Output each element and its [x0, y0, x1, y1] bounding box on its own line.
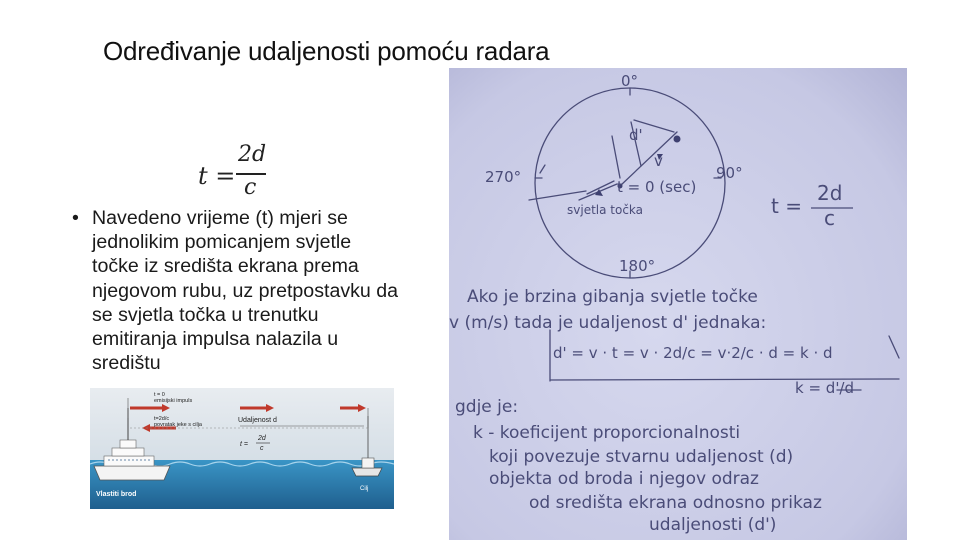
label-v: v	[654, 152, 663, 170]
bullet-text: Navedeno vrijeme (t) mjeri se jednolikim pomicanjem svjetle točke iz središta ekrana prema njegovom rubu, uz pretpostavku da se svjetla točka u trenutku emitiranja impulsa nalazila u središtu	[92, 207, 399, 375]
slide-title: Određivanje udaljenosti pomoću radara	[103, 36, 550, 66]
line-6: objekta od broda i njegov odraz	[489, 469, 759, 489]
label-formula-num: 2d	[258, 435, 266, 442]
radar-ship-illustration	[90, 388, 394, 509]
label-own-ship: Vlastiti brod	[96, 491, 137, 498]
label-target: Cilj	[360, 486, 369, 492]
label-formula-den: c	[260, 445, 264, 452]
formula-lhs: t =	[198, 162, 236, 190]
bullet-dot: •	[72, 207, 79, 229]
line-7: od središta ekrana odnosno prikaz	[529, 493, 822, 513]
label-emission: emisijski impuls	[154, 398, 193, 404]
k-definition: k = d'/d	[795, 379, 855, 397]
line-4: k - koeficijent proporcionalnosti	[473, 423, 741, 443]
handwritten-notes-photo	[449, 68, 907, 540]
formula-numerator: 2d	[238, 142, 267, 167]
time-formula	[198, 142, 278, 202]
line-1: Ako je brzina gibanja svjetle točke	[467, 287, 758, 307]
formula-denominator: c	[244, 175, 257, 200]
line-2: v (m/s) tada je udaljenost d' jednaka:	[449, 313, 767, 333]
deg-270: 270°	[485, 168, 522, 186]
line-5: koji povezuje stvarnu udaljenost (d)	[489, 447, 794, 467]
target-point	[674, 136, 681, 143]
deg-180: 180°	[619, 257, 656, 275]
label-return: povratak jeke s cilja	[154, 422, 202, 428]
formula-num: 2d	[817, 181, 843, 205]
bullet-item	[72, 206, 402, 375]
label-d-prime: d'	[629, 126, 643, 144]
formula-t: t =	[771, 194, 802, 218]
label-light-point: svjetla točka	[567, 203, 644, 217]
label-formula-t: t =	[240, 441, 248, 448]
deg-90: 90°	[716, 164, 743, 182]
formula-den: c	[824, 206, 835, 230]
line-3: gdje je:	[455, 397, 519, 417]
line-8: udaljenosti (d')	[649, 515, 777, 535]
label-distance: Udaljenost d	[238, 417, 277, 424]
deg-0: 0°	[621, 72, 639, 90]
equation: d' = v · t = v · 2d/c = v·2/c · d = k · d	[553, 344, 833, 362]
label-t0: t = 0	[154, 392, 165, 398]
label-t2d: t=2d/c	[154, 416, 170, 422]
bullet-list	[72, 206, 402, 375]
label-t0: t = 0 (sec)	[617, 178, 697, 196]
